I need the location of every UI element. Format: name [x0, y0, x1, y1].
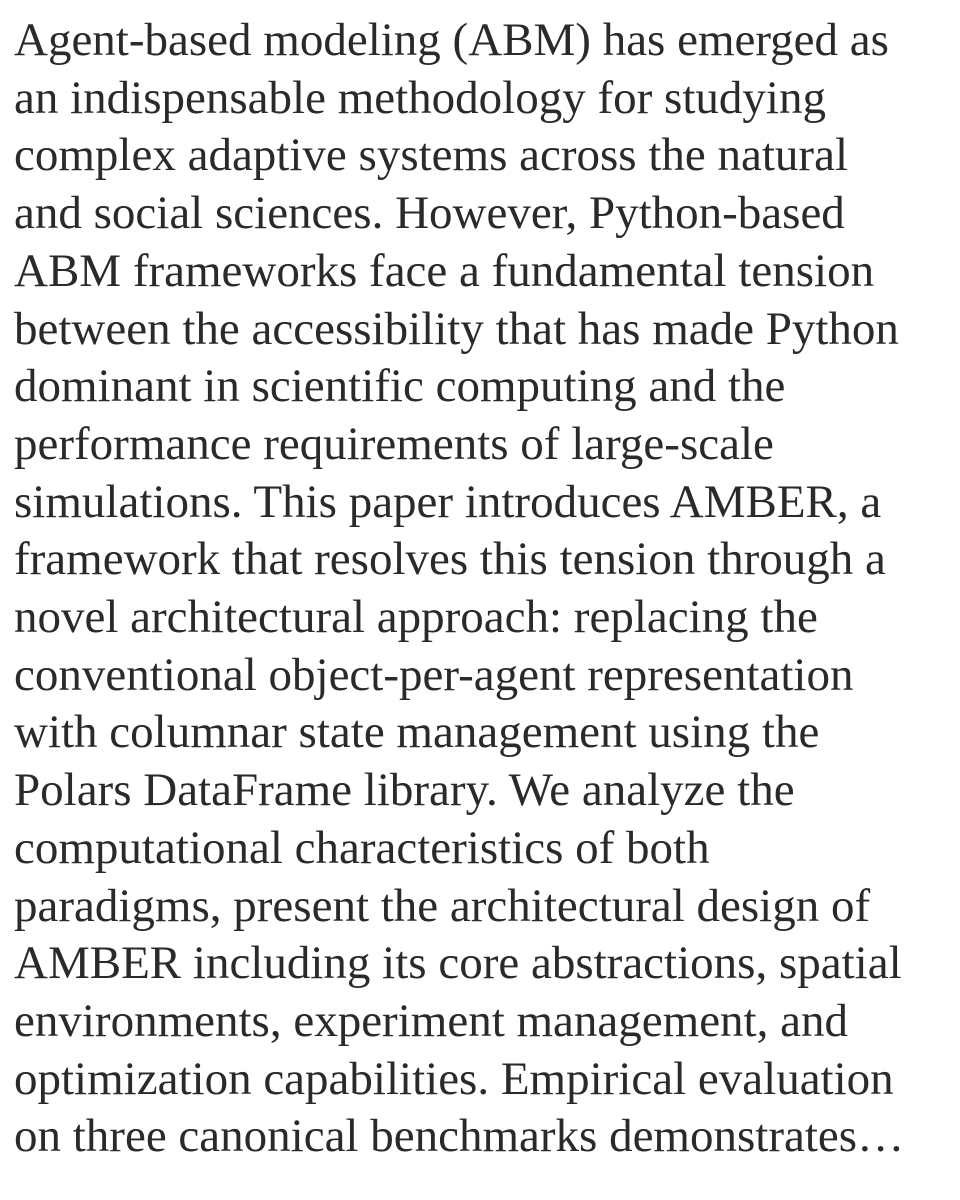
- abstract-line: paradigms, present the architectural design of: [14, 879, 871, 932]
- abstract-line: on three canonical benchmarks demonstrates…: [14, 1110, 905, 1163]
- abstract-line: dominant in scientific computing and the: [14, 360, 786, 413]
- abstract-line: simulations. This paper introduces AMBER, a: [14, 475, 882, 528]
- abstract-line: between the accessibility that has made Python: [14, 302, 899, 355]
- abstract-line: environments, experiment management, and: [14, 994, 848, 1047]
- abstract-line: computational characteristics of both: [14, 821, 710, 874]
- abstract-line: AMBER including its core abstractions, spatial: [14, 937, 902, 990]
- abstract-line: Agent-based modeling (ABM) has emerged as: [14, 14, 889, 66]
- abstract-line: with columnar state management using the: [14, 706, 820, 759]
- abstract-line: framework that resolves this tension through a: [14, 533, 886, 586]
- abstract-line: performance requirements of large-scale: [14, 417, 774, 470]
- abstract-line: and social sciences. However, Python-based: [14, 187, 845, 240]
- abstract-line: ABM frameworks face a fundamental tension: [14, 244, 875, 297]
- abstract-line: complex adaptive systems across the natural: [14, 129, 848, 182]
- abstract-line: novel architectural approach: replacing the: [14, 591, 818, 644]
- abstract-line: conventional object-per-agent representation: [14, 648, 854, 701]
- abstract-line: optimization capabilities. Empirical evaluation: [14, 1052, 894, 1105]
- abstract-line: an indispensable methodology for studying: [14, 71, 826, 124]
- abstract-text: [14, 12, 954, 1166]
- abstract-line: Polars DataFrame library. We analyze the: [14, 764, 795, 817]
